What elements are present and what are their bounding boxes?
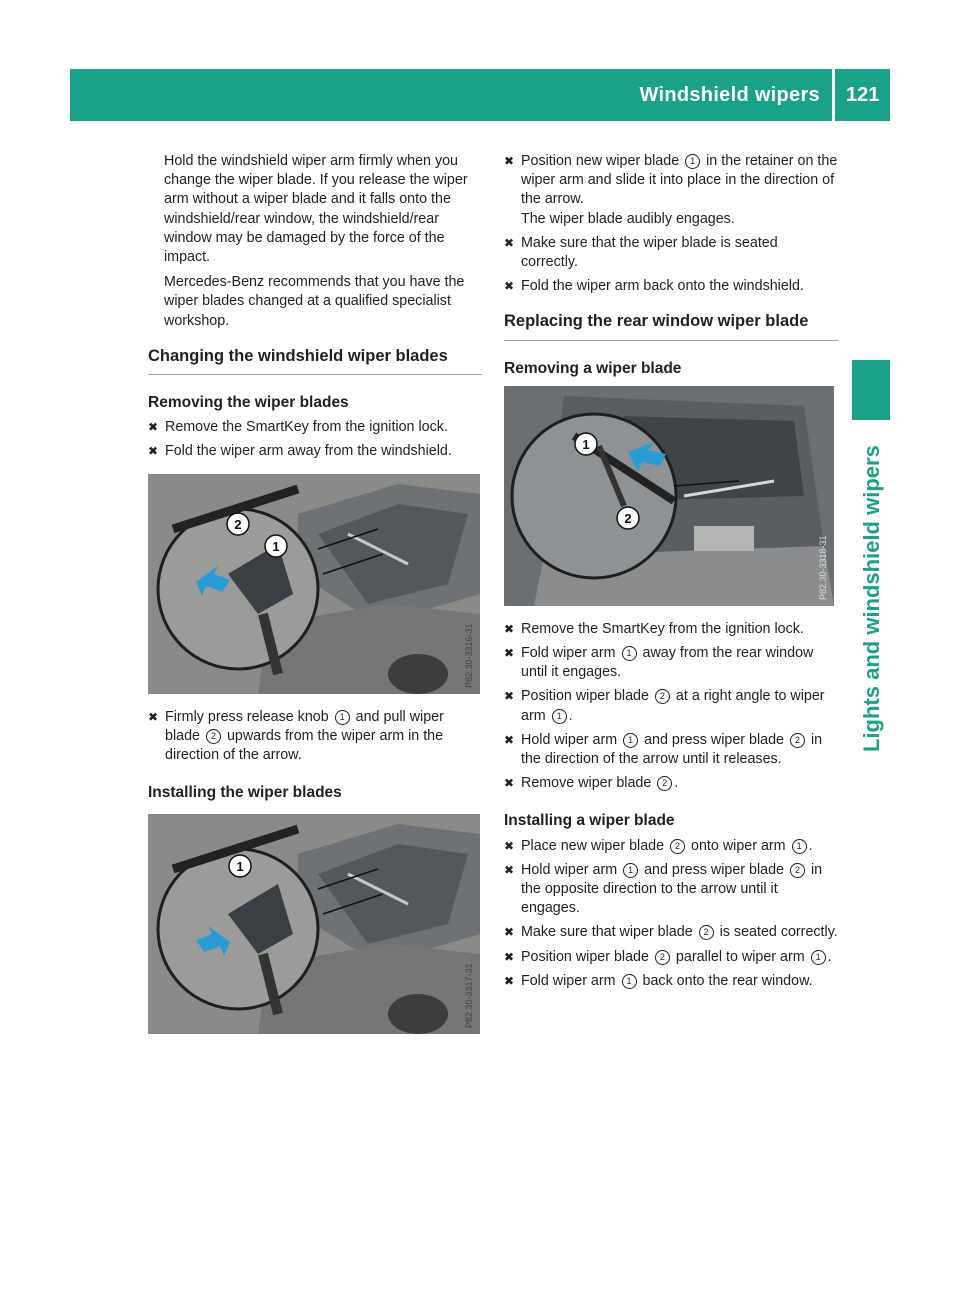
step-i-hold-press: ✖ Hold wiper arm 1 and press wiper blade 2 in the opposite direction to the arrow until it engages.: [504, 861, 823, 917]
arrow-step-icon: ✖: [504, 154, 515, 168]
step-position-new-blade: ✖ Position new wiper blade 1 in the retainer on the wiper arm and slide it into place in the direction of the arrow. The wiper blade audibly engages.: [504, 153, 838, 227]
step-fold-wiper-arm: ✖ Fold the wiper arm away from the windshield.: [148, 442, 482, 461]
intro-paragraph-2: Mercedes-Benz recommends that you have the wiper blades changed at a qualified specialist workshop.: [164, 274, 465, 329]
callout-1-inline: 1: [685, 154, 700, 169]
chapter-label: Lights and windshield wipers: [859, 445, 884, 752]
chapter-tab: [852, 360, 890, 420]
step-press-release-knob: ✖ Firmly press release knob 1 and pull wiper blade 2 upwards from the wiper arm in the direction of the arrow.: [148, 708, 444, 764]
callout-2: 2: [624, 510, 632, 526]
callout-2-inline: 2: [206, 729, 221, 744]
step-check-seated: ✖ Make sure that the wiper blade is seated correctly.: [504, 234, 778, 271]
arrow-step-icon: ✖: [148, 444, 159, 459]
arrow-step-icon: ✖: [148, 709, 159, 724]
section-heading-windshield: Changing the windshield wiper blades: [148, 347, 482, 375]
figure-code: P82.30-3318-31: [818, 535, 828, 600]
page-number: 121: [846, 84, 880, 106]
arrow-step-icon: ✖: [504, 621, 515, 636]
figure-code: P82.30-3316-31: [464, 623, 474, 688]
figure-code: P82.30-3317-31: [464, 963, 474, 1029]
step-i-place-blade: ✖ Place new wiper blade 2 onto wiper arm 1 .: [504, 837, 838, 856]
step-r-position-blade: ✖ Position wiper blade 2 at a right angle to wiper arm 1 .: [504, 688, 825, 724]
arrow-step-icon: ✖: [504, 973, 515, 988]
left-column: [148, 152, 482, 1048]
callout-2: 2: [234, 516, 242, 532]
step-r-hold-press: ✖ Hold wiper arm 1 and press wiper blade 2 in the direction of the arrow until it releases.: [504, 731, 823, 768]
header-separator: [832, 69, 835, 121]
right-column: [504, 152, 838, 996]
step-fold-back: ✖ Fold the wiper arm back onto the windshield.: [504, 277, 838, 296]
callout-1: 1: [582, 436, 590, 452]
page-title: Windshield wipers: [639, 84, 820, 106]
arrow-step-icon: ✖: [504, 646, 515, 661]
step-i-fold-back: ✖ Fold wiper arm 1 back onto the rear window.: [504, 972, 838, 991]
arrow-step-icon: ✖: [504, 776, 515, 791]
callout-1: 1: [272, 538, 280, 554]
step-r-remove-smartkey: ✖ Remove the SmartKey from the ignition lock.: [504, 620, 838, 639]
figure-install-windshield-blade: [148, 814, 480, 1034]
arrow-step-icon: ✖: [504, 732, 515, 747]
step-r-remove-blade: ✖ Remove wiper blade 2 .: [504, 774, 838, 793]
arrow-step-icon: ✖: [504, 235, 515, 250]
subheading-removing-blades: Removing the wiper blades: [148, 394, 349, 412]
subheading-removing-rear-blade: Removing a wiper blade: [504, 359, 682, 377]
arrow-step-icon: ✖: [504, 949, 515, 964]
section-heading-rear: Replacing the rear window wiper blade: [504, 312, 838, 340]
figure-rear-wiper: [504, 386, 836, 606]
arrow-step-icon: ✖: [504, 925, 515, 940]
figure-remove-windshield-blade: [148, 474, 480, 694]
arrow-step-icon: ✖: [504, 689, 515, 704]
subheading-installing-blades: Installing the wiper blades: [148, 784, 342, 802]
step-i-position-parallel: ✖ Position wiper blade 2 parallel to wiper arm 1 .: [504, 948, 838, 967]
step-i-check-seated: ✖ Make sure that wiper blade 2 is seated correctly.: [504, 923, 838, 942]
arrow-step-icon: ✖: [504, 862, 515, 877]
subheading-installing-rear-blade: Installing a wiper blade: [504, 812, 675, 830]
callout-1-inline: 1: [335, 710, 350, 725]
arrow-step-icon: ✖: [504, 838, 515, 853]
intro-paragraph-1: Hold the windshield wiper arm firmly when you change the wiper blade. If you release the wiper arm without a wiper blade and it falls onto the windshield/rear window, the windshield/rear window may be damaged by the force of the impact.: [164, 153, 468, 266]
arrow-step-icon: ✖: [504, 279, 515, 294]
step-r-fold-arm: ✖ Fold wiper arm 1 away from the rear window until it engages.: [504, 645, 814, 681]
arrow-step-icon: ✖: [148, 420, 159, 435]
callout-1: 1: [236, 859, 244, 875]
step-remove-smartkey: ✖ Remove the SmartKey from the ignition lock.: [148, 418, 482, 437]
step-note: The wiper blade audibly engages.: [521, 210, 735, 227]
